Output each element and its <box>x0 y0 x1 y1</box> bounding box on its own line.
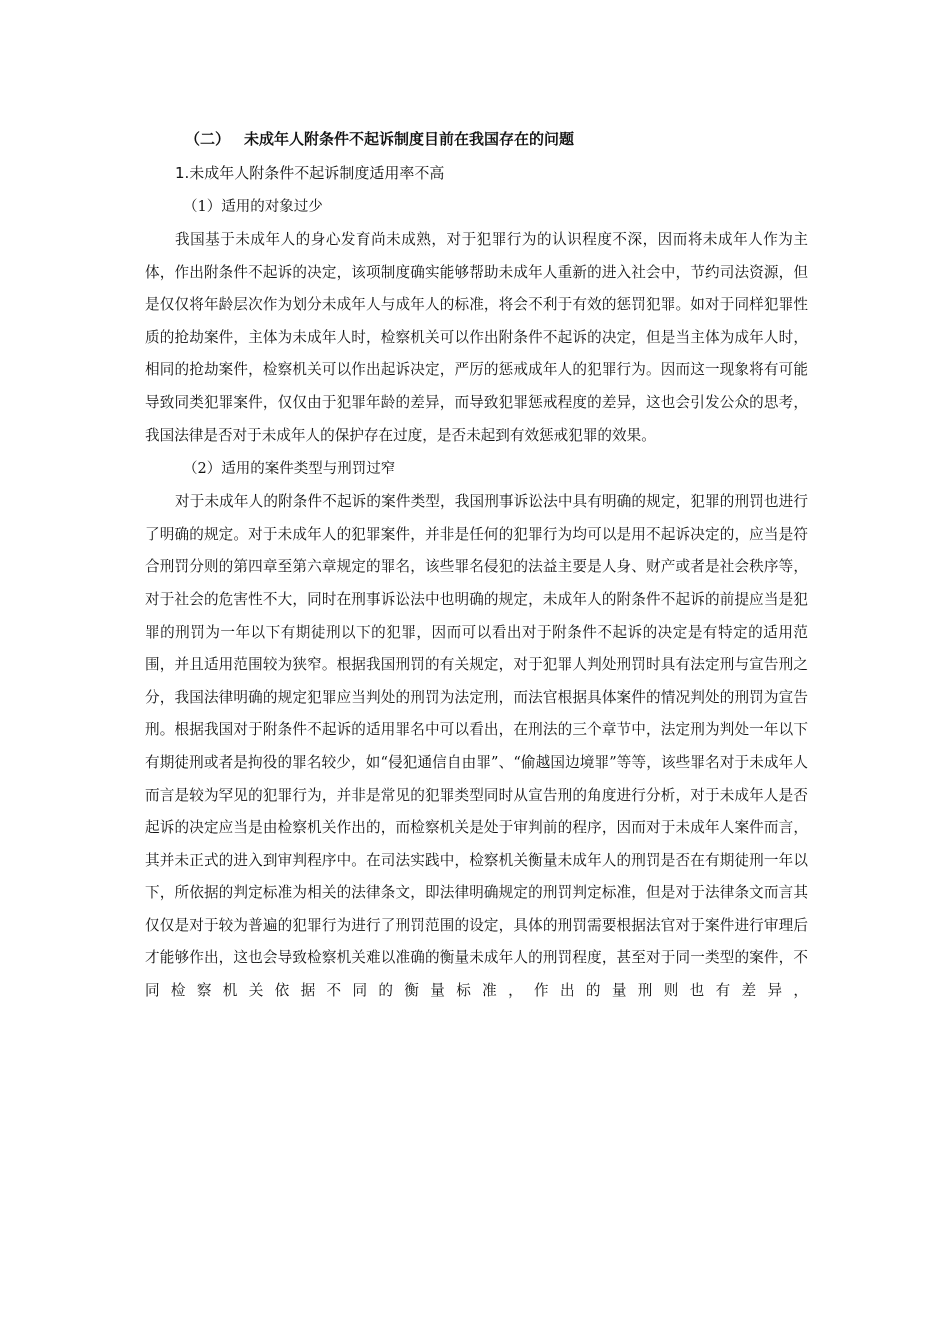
item1-paragraph: 我国基于未成年人的身心发育尚未成熟，对于犯罪行为的认识程度不深，因而将未成年人作为主体，作出附条件不起诉的决定，该项制度确实能够帮助未成年人重新的进入社会中，节约司法资源，但是仅仅将年龄层次作为划分未成年人与成年人的标准，将会不利于有效的惩罚犯罪。如对于同样犯罪性质的抢劫案件，主体为未成年人时，检察机关可以作出附条件不起诉的决定，但是当主体为成年人时，相同的抢劫案件，检察机关可以作出起诉决定，严厉的惩戒成年人的犯罪行为。因而这一现象将有可能导致同类犯罪案件，仅仅由于犯罪年龄的差异，而导致犯罪惩戒程度的差异，这也会引发公众的思考，我国法律是否对于未成年人的保护存在过度，是否未起到有效惩戒犯罪的效果。 <box>145 231 808 444</box>
section-number: （二） <box>185 130 231 148</box>
document-body <box>145 122 808 1008</box>
section-heading <box>145 122 808 156</box>
item2-paragraph: 对于未成年人的附条件不起诉的案件类型，我国刑事诉讼法中具有明确的规定，犯罪的刑罚也进行了明确的规定。对于未成年人的犯罪案件，并非是任何的犯罪行为均可以是用不起诉决定的，应当是符合刑罚分则的第四章至第六章规定的罪名，该些罪名侵犯的法益主要是人身、财产或者是社会秩序等，对于社会的危害性不大，同时在刑事诉讼法中也明确的规定，未成年人的附条件不起诉的前提应当是犯罪的刑罚为一年以下有期徒刑以下的犯罪，因而可以看出对于附条件不起诉的决定是有特定的适用范围，并且适用范围较为狭窄。根据我国刑罚的有关规定，对于犯罪人判处刑罚时具有法定刑与宣告刑之分，我国法律明确的规定犯罪应当判处的刑罚为法定刑，而法官根据具体案件的情况判处的刑罚为宣告刑。根据我国对于附条件不起诉的适用罪名中可以看出，在刑法的三个章节中，法定刑为判处一年以下有期徒刑或者是拘役的罪名较少，如“侵犯通信自由罪”、“偷越国边境罪”等等，该些罪名对于未成年人而言是较为罕见的犯罪行为，并非是常见的犯罪类型同时从宣告刑的角度进行分析，对于未成年人是否起诉的决定应当是由检察机关作出的，而检察机关是处于审判前的程序，因而对于未成年人案件而言，其并未正式的进入到审判程序中。在司法实践中，检察机关衡量未成年人的刑罚是否在有期徒刑一年以下，所依据的判定标准为相关的法律条文，即法律明确规定的刑罚判定标准，但是对于法律条文而言其仅仅是对于较为普遍的犯罪行为进行了刑罚范围的设定，具体的刑罚需要根据法官对于案件进行审理后才能够作出，这也会导致检察机关难以准确的衡量未成年人的刑罚程度，甚至对于同一类型的案件，不同检察机关依据不同的衡量标准，作出的量刑则也有差异， <box>145 493 808 1000</box>
item1-heading: （1）适用的对象过少 <box>183 199 323 215</box>
item2-heading: （2）适用的案件类型与刑罚过窄 <box>183 461 396 478</box>
subsection-heading: 1.未成年人附条件不起诉制度适用率不高 <box>175 164 445 182</box>
section-title: 未成年人附条件不起诉制度目前在我国存在的问题 <box>244 130 575 148</box>
